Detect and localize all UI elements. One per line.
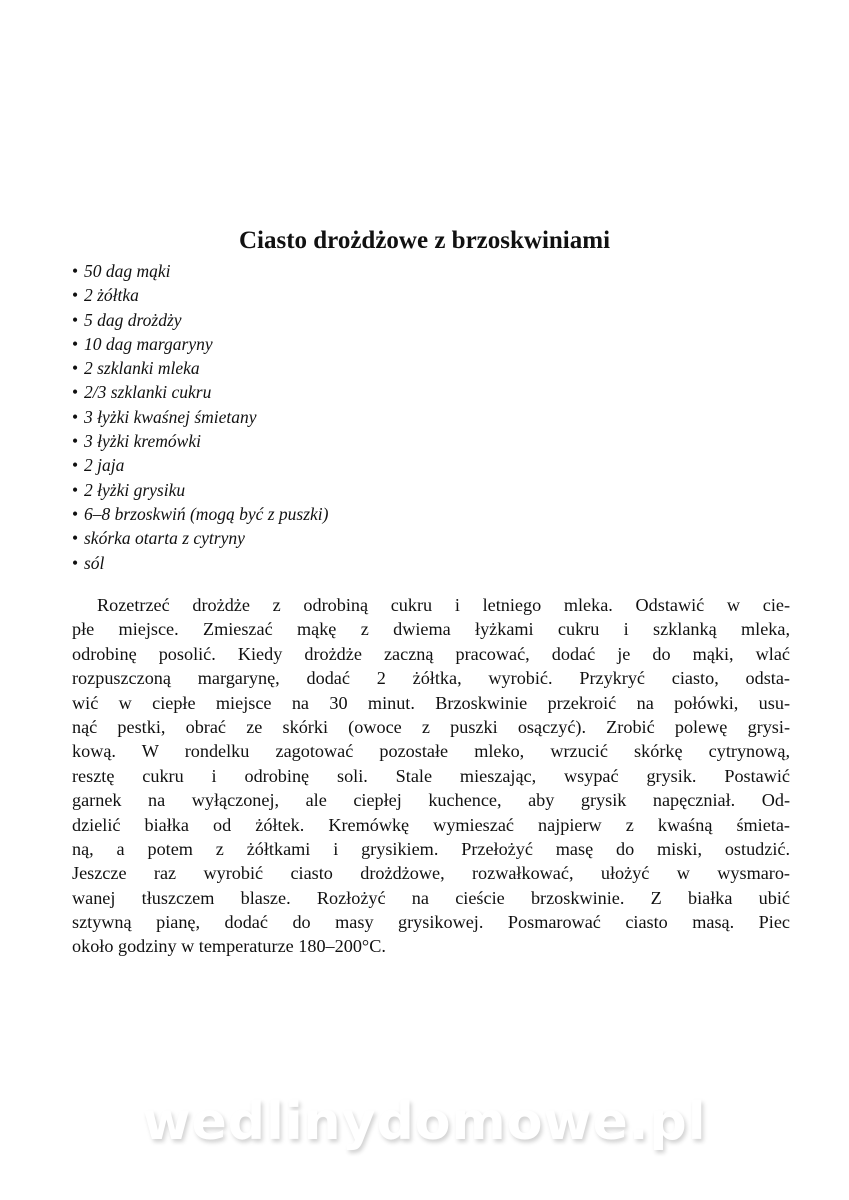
ingredient-item: • skórka otarta z cytryny	[72, 526, 329, 550]
instructions-paragraph	[72, 593, 790, 959]
instructions-line: Rozetrzeć drożdże z odrobiną cukru i letniego mleka. Odstawić w cie-	[97, 595, 790, 615]
instructions-line: ną, a potem z żółtkami i grysikiem. Przełożyć masę do miski, ostudzić.	[72, 838, 790, 859]
instructions-line: garnek na wyłączonej, ale ciepłej kuchence, aby grysik napęczniał. Od-	[72, 790, 790, 811]
recipe-title: Ciasto drożdżowe z brzoskwiniami	[238, 226, 611, 254]
ingredient-item: • 3 łyżki kwaśnej śmietany	[72, 405, 329, 429]
ingredient-item: • sól	[72, 551, 329, 575]
ingredients-list	[72, 259, 329, 575]
instructions-line: rozpuszczoną margarynę, dodać 2 żółtka, wyrobić. Przykryć ciasto, odsta-	[72, 668, 790, 689]
instructions-line: Jeszcze raz wyrobić ciasto drożdżowe, rozwałkować, ułożyć w wysmaro-	[72, 863, 790, 884]
instructions-line: kową. W rondelku zagotować pozostałe mleko, wrzucić skórkę cytrynową,	[72, 741, 790, 762]
ingredient-item: • 2/3 szklanki cukru	[72, 380, 329, 404]
instructions-line: resztę cukru i odrobinę soli. Stale mieszając, wsypać grysik. Postawić	[72, 765, 790, 786]
instructions-line: dzielić białka od żółtek. Kremówkę wymieszać najpierw z kwaśną śmieta-	[72, 814, 790, 835]
instructions-line: około godziny w temperaturze 180–200°C.	[72, 936, 386, 957]
ingredient-item: • 2 żółtka	[72, 283, 329, 307]
ingredient-item: • 2 szklanki mleka	[72, 356, 329, 380]
instructions-line: nąć pestki, obrać ze skórki (owoce z puszki osączyć). Zrobić polewę grysi-	[72, 716, 790, 737]
instructions-line: wanej tłuszczem blasze. Rozłożyć na cieście brzoskwinie. Z białka ubić	[72, 887, 790, 908]
instructions-line: płe miejsce. Zmieszać mąkę z dwiema łyżkami cukru i szklanką mleka,	[72, 619, 790, 640]
ingredient-item: • 50 dag mąki	[72, 259, 329, 283]
instructions-line: sztywną pianę, dodać do masy grysikowej. Posmarować ciasto masą. Piec	[72, 912, 790, 933]
ingredient-item: • 3 łyżki kremówki	[72, 429, 329, 453]
ingredient-item: • 10 dag margaryny	[72, 332, 329, 356]
ingredient-item: • 6–8 brzoskwiń (mogą być z puszki)	[72, 502, 329, 526]
ingredient-item: • 5 dag drożdży	[72, 308, 329, 332]
instructions-line: wić w ciepłe miejsce na 30 minut. Brzoskwinie przekroić na połówki, usu-	[72, 692, 790, 713]
ingredient-item: • 2 łyżki grysiku	[72, 478, 329, 502]
watermark: wedlinydomowe.pl	[142, 1092, 707, 1152]
ingredient-item: • 2 jaja	[72, 453, 329, 477]
instructions-line: odrobinę posolić. Kiedy drożdże zaczną pracować, dodać je do mąki, wlać	[72, 643, 790, 664]
